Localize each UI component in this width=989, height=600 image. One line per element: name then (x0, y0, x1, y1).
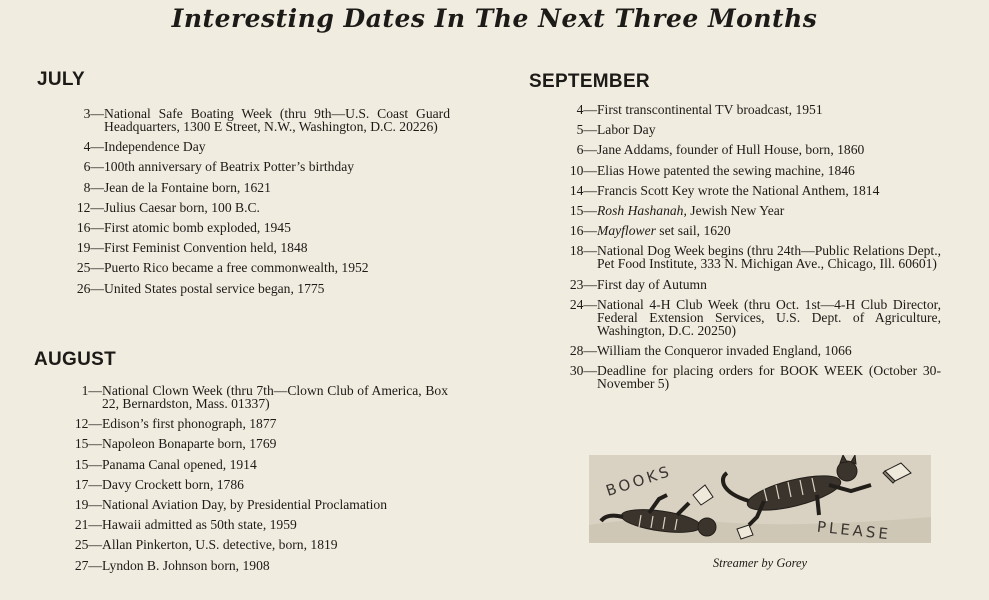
date-entry (70, 417, 448, 430)
date-day: 15— (74, 436, 102, 452)
date-entry (560, 143, 941, 156)
date-entry (70, 437, 448, 450)
date-entry (560, 344, 941, 357)
date-description: Davy Crockett born, 1786 (102, 476, 244, 492)
cat-illustration (589, 455, 931, 543)
date-description: First transcontinental TV broadcast, 1951 (597, 102, 823, 117)
date-description: Independence Day (104, 139, 206, 155)
date-description: First atomic bomb exploded, 1945 (104, 219, 291, 235)
date-entry (560, 244, 941, 270)
date-entry (72, 201, 450, 214)
date-entry (72, 241, 450, 254)
date-description: Napoleon Bonaparte born, 1769 (102, 436, 277, 452)
date-day: 27— (74, 557, 102, 573)
date-day: 16— (76, 219, 104, 235)
date-entry (70, 384, 448, 410)
date-description: Hawaii admitted as 50th state, 1959 (102, 517, 297, 533)
date-day: 19— (74, 496, 102, 512)
july-date-list (72, 107, 450, 302)
date-day: 6— (83, 159, 104, 175)
date-entry (70, 518, 448, 531)
date-day: 8— (83, 179, 104, 195)
month-heading-september: SEPTEMBER (529, 71, 650, 92)
date-entry (560, 164, 941, 177)
date-day: 18— (569, 243, 597, 259)
date-day: 19— (76, 240, 104, 256)
books-please-streamer (589, 455, 931, 543)
date-entry (70, 478, 448, 491)
month-heading-august: AUGUST (34, 349, 117, 370)
date-entry (72, 160, 450, 173)
date-description: Julius Caesar born, 100 B.C. (104, 199, 260, 215)
date-description: National 4-H Club Week (thru Oct. 1st—4-H Club Director, Federal Extension Services, U.S. Dept. of Agriculture, Washington, D.C. 20250) (597, 296, 941, 338)
date-entry (560, 204, 941, 217)
date-entry (560, 364, 941, 390)
date-entry (70, 559, 448, 572)
date-day: 1— (81, 383, 102, 398)
date-entry (72, 221, 450, 234)
date-entry (72, 282, 450, 295)
august-date-list (70, 384, 448, 579)
date-day: 17— (74, 476, 102, 492)
date-day: 26— (76, 280, 104, 296)
date-description: Rosh Hashanah (597, 202, 684, 218)
streamer-caption: Streamer by Gorey (712, 556, 808, 570)
date-entry (560, 298, 941, 337)
date-description: Francis Scott Key wrote the National Anthem, 1814 (597, 182, 880, 198)
date-day: 15— (569, 202, 597, 218)
date-day: 14— (569, 182, 597, 198)
date-entry (72, 107, 450, 133)
date-description: William the Conqueror invaded England, 1066 (597, 342, 852, 358)
date-description: Deadline for placing orders for BOOK WEEK (October 30-November 5) (597, 363, 941, 392)
date-day: 21— (74, 517, 102, 533)
date-entry (70, 458, 448, 471)
date-day: 24— (569, 296, 597, 312)
date-day: 4— (576, 102, 597, 117)
date-day: 25— (76, 260, 104, 276)
date-day: 30— (569, 363, 597, 379)
date-description-rest: , Jewish New Year (683, 202, 785, 218)
date-entry (560, 224, 941, 237)
date-entry (560, 123, 941, 136)
september-date-list (560, 103, 941, 397)
date-entry (560, 278, 941, 291)
date-entry (72, 140, 450, 153)
date-description: 100th anniversary of Beatrix Potter’s birthday (104, 159, 355, 175)
date-day: 12— (76, 199, 104, 215)
date-description: National Dog Week begins (thru 24th—Public Relations Dept., Pet Food Institute, 333 N. Michigan Ave., Chicago, Ill. 60601) (597, 243, 941, 272)
date-description: Lyndon B. Johnson born, 1908 (102, 557, 270, 573)
date-description: Jean de la Fontaine born, 1621 (104, 179, 271, 195)
month-heading-july: JULY (37, 69, 86, 90)
date-description: National Clown Week (thru 7th—Clown Club of America, Box 22, Bernardston, Mass. 01337) (102, 383, 448, 411)
date-description: First day of Autumn (597, 276, 707, 292)
date-day: 12— (74, 416, 102, 432)
date-day: 5— (576, 122, 597, 138)
date-description: Allan Pinkerton, U.S. detective, born, 1819 (102, 537, 338, 553)
date-description: First Feminist Convention held, 1848 (104, 240, 308, 256)
streamer-word-books: BOOKS (603, 461, 674, 500)
date-description: Elias Howe patented the sewing machine, 1846 (597, 162, 855, 178)
date-description: Puerto Rico became a free commonwealth, 1952 (104, 260, 369, 276)
date-entry (560, 103, 941, 116)
date-day: 23— (569, 276, 597, 292)
date-day: 15— (74, 456, 102, 472)
date-day: 28— (569, 342, 597, 358)
date-description: National Safe Boating Week (thru 9th—U.S. Coast Guard Headquarters, 1300 E Street, N.W., Washington, D.C. 20226) (104, 106, 450, 134)
date-day: 16— (569, 223, 597, 239)
date-day: 4— (83, 139, 104, 155)
date-description: National Aviation Day, by Presidential Proclamation (102, 496, 388, 512)
page-title: Interesting Dates In The Next Three Months (171, 4, 818, 33)
date-entry (560, 184, 941, 197)
date-description: Jane Addams, founder of Hull House, born, 1860 (597, 142, 865, 158)
date-description: Edison’s first phonograph, 1877 (102, 416, 277, 432)
date-day: 10— (569, 162, 597, 178)
date-description: Mayflower (597, 223, 656, 239)
date-description-rest: set sail, 1620 (655, 223, 731, 239)
date-description: Labor Day (597, 122, 656, 138)
streamer-word-please: PLEASE (816, 517, 892, 543)
date-entry (72, 261, 450, 274)
date-description: Panama Canal opened, 1914 (102, 456, 257, 472)
date-description: United States postal service began, 1775 (104, 280, 325, 296)
date-entry (70, 538, 448, 551)
date-day: 3— (83, 106, 104, 121)
date-day: 25— (74, 537, 102, 553)
date-entry (70, 498, 448, 511)
date-entry (72, 181, 450, 194)
date-day: 6— (576, 142, 597, 158)
